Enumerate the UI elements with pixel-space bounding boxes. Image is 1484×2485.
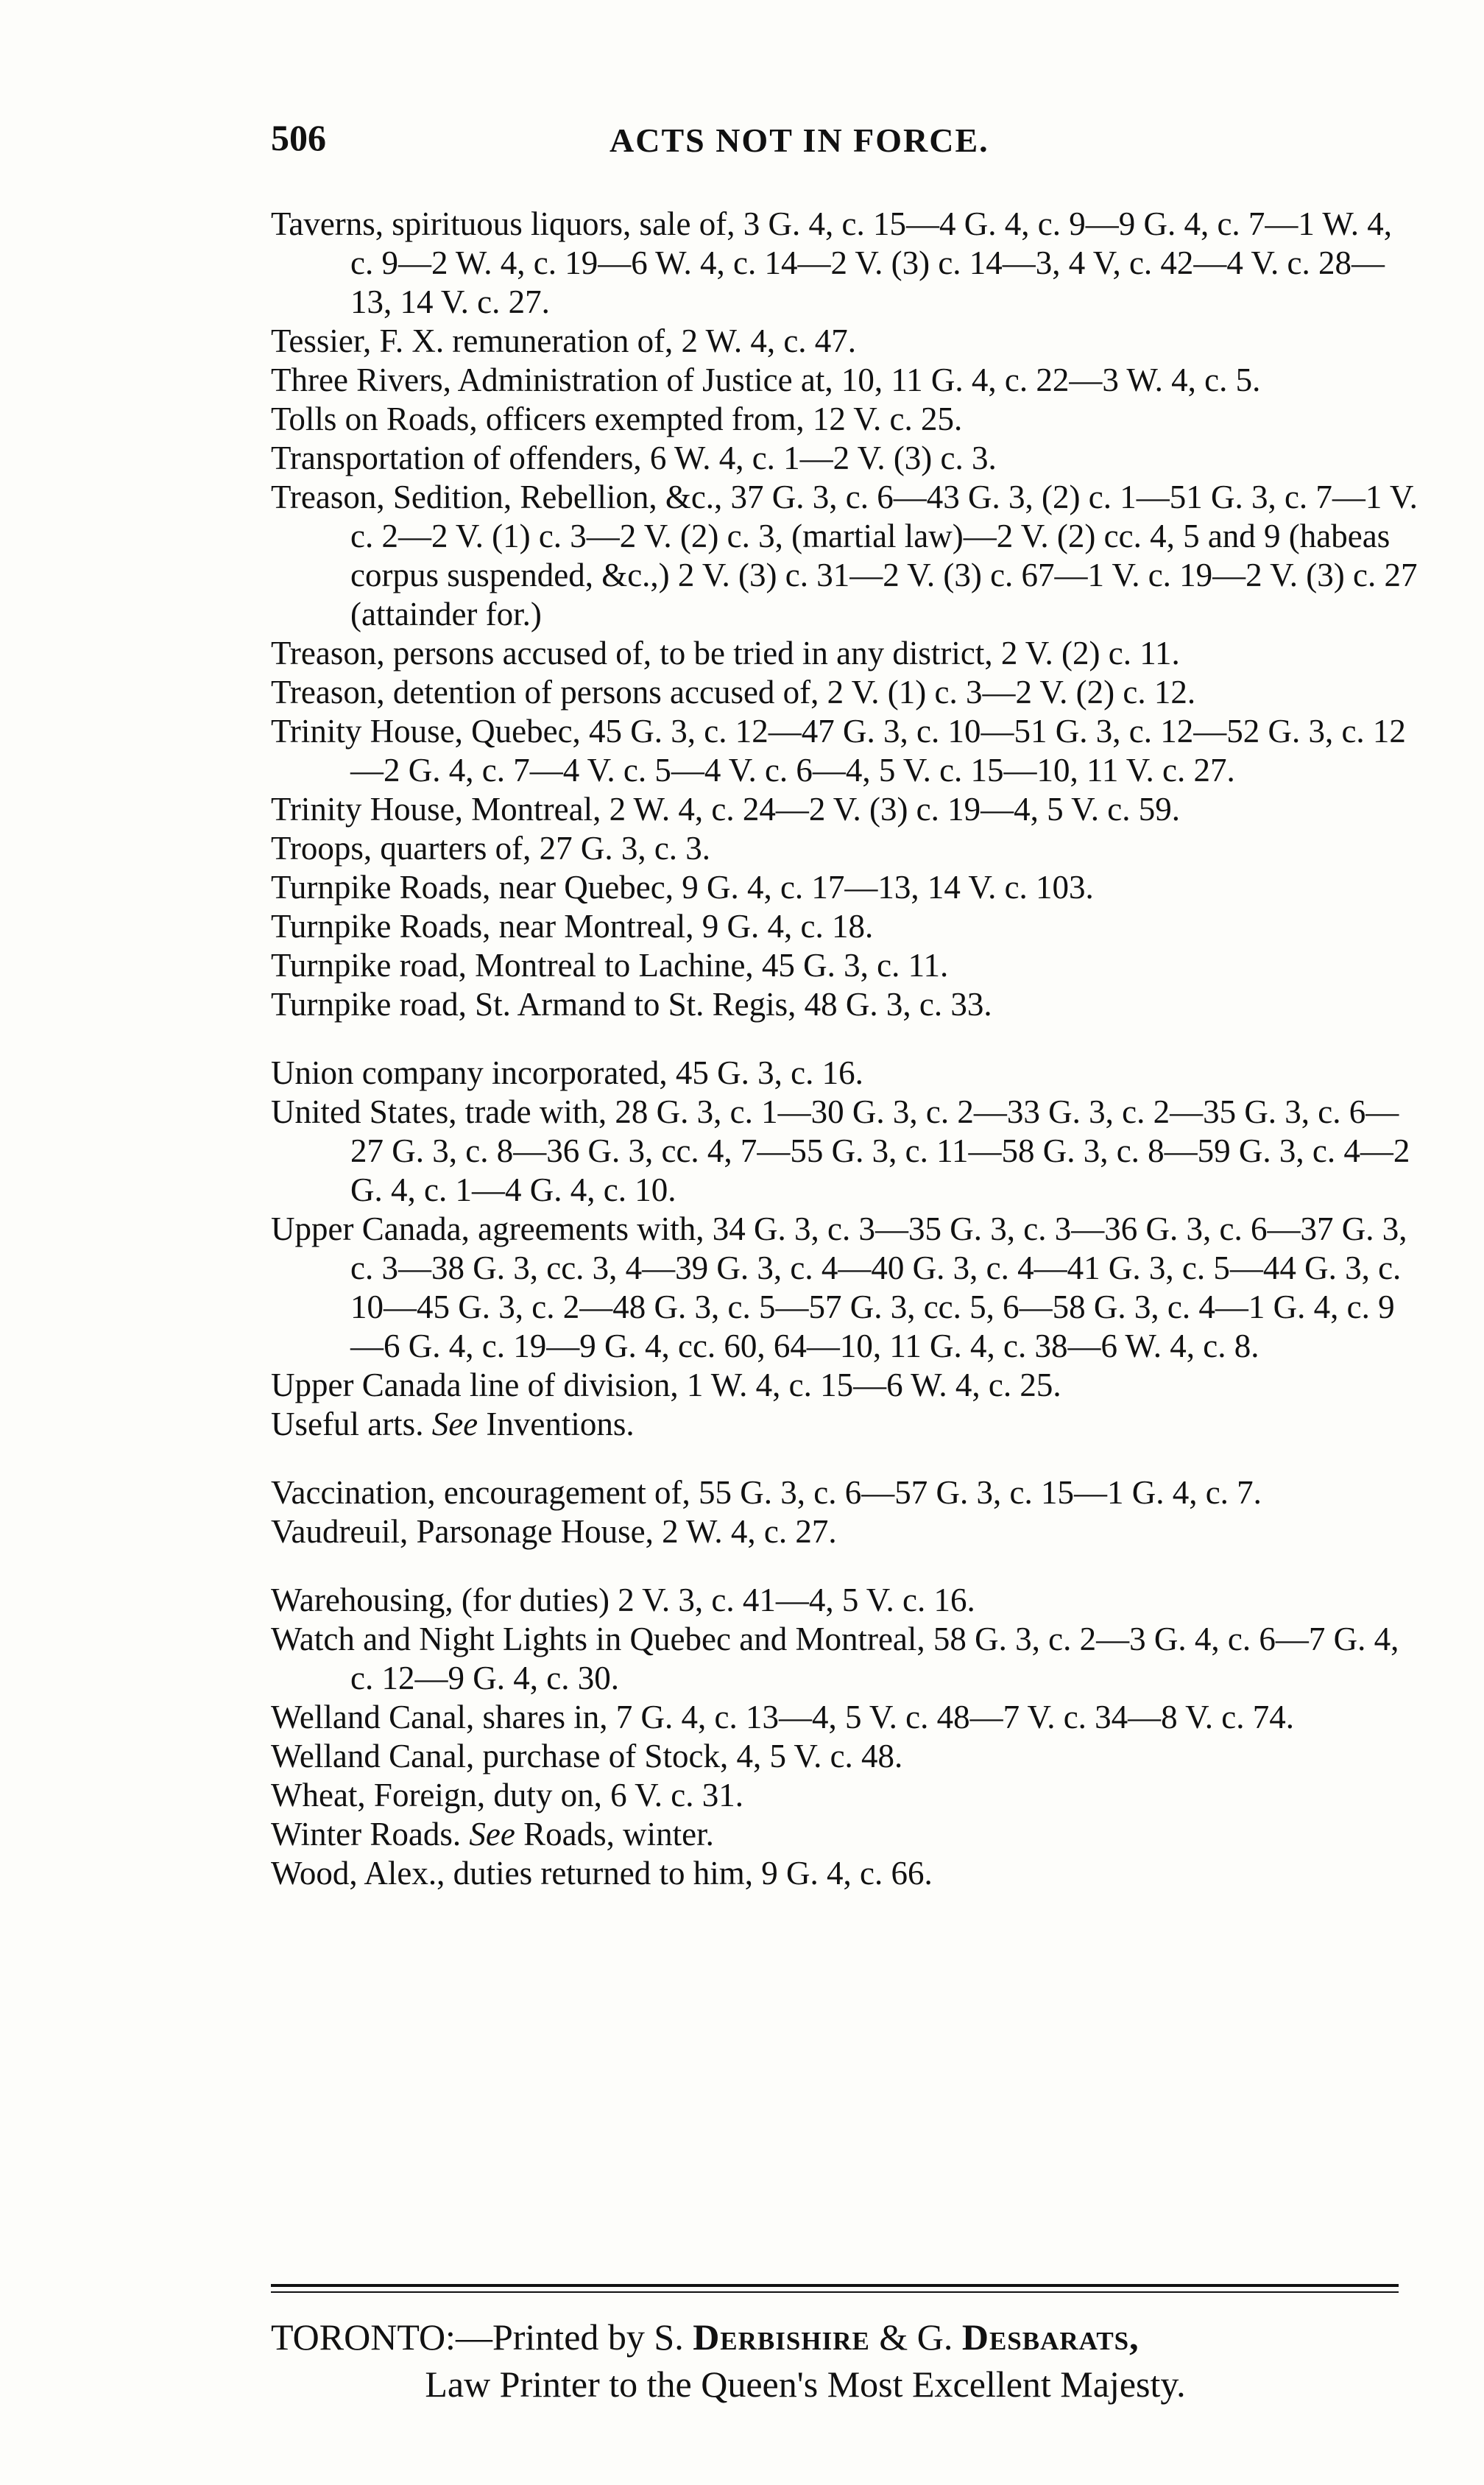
index-entry-winter-roads: [271, 1815, 1419, 1854]
index-entry-union-company: Union company incorporated, 45 G. 3, c. 16.: [271, 1054, 863, 1091]
double-rule: [271, 2284, 1399, 2297]
page-header: [271, 116, 1390, 168]
imprint-place: TORONTO:: [271, 2316, 456, 2358]
entry-main: Useful arts.: [271, 1406, 424, 1442]
printer-imprint: [271, 2313, 1399, 2408]
index-entry-tessier: Tessier, F. X. remuneration of, 2 W. 4, c. 47.: [271, 322, 857, 359]
see-reference: See: [431, 1406, 478, 1442]
letter-gap: [271, 1444, 1419, 1473]
index-entry-wood: Wood, Alex., duties returned to him, 9 G. 4, c. 66.: [271, 1855, 933, 1892]
index-list: [271, 205, 1419, 1893]
index-entry-united-states: United States, trade with, 28 G. 3, c. 1—30 G. 3, c. 2—33 G. 3, c. 2—35 G. 3, c. 6—27 G. 3, c. 8—36 G. 3, cc. 4, 7—55 G. 3, c. 11—58 G. 3, c. 8—59 G. 3, c. 4—2 G. 4, c. 1—4 G. 4, c. 10.: [271, 1093, 1410, 1208]
running-title: ACTS NOT IN FORCE.: [610, 121, 989, 159]
index-entry-warehousing: Warehousing, (for duties) 2 V. 3, c. 41—4, 5 V. c. 16.: [271, 1582, 975, 1618]
index-entry-upper-canada-line: Upper Canada line of division, 1 W. 4, c. 15—6 W. 4, c. 25.: [271, 1367, 1061, 1403]
cross-reference-target: Inventions.: [486, 1406, 635, 1442]
index-entry-tolls: Tolls on Roads, officers exempted from, 12 V. c. 25.: [271, 401, 963, 437]
printer-initial-2: G.: [916, 2316, 953, 2358]
index-entry-transportation: Transportation of offenders, 6 W. 4, c. 1—2 V. (3) c. 3.: [271, 440, 997, 476]
imprint-printed-by: —Printed by S.: [455, 2316, 684, 2358]
index-entry-taverns: Taverns, spirituous liquors, sale of, 3 G. 4, c. 15—4 G. 4, c. 9—9 G. 4, c. 7—1 W. 4, c. 9—2 W. 4, c. 19—6 W. 4, c. 14—2 V. (3) c. 14—3, 4 V, c. 42—4 V. c. 28—13, 14 V. c. 27.: [271, 205, 1392, 320]
index-entry-treason-sedition: Treason, Sedition, Rebellion, &c., 37 G. 3, c. 6—43 G. 3, (2) c. 1—51 G. 3, c. 7—1 V. c. 2—2 V. (1) c. 3—2 V. (2) c. 3, (martial law)—2 V. (2) cc. 4, 5 and 9 (habeas corpus suspended, &c.,) 2 V. (3) c. 31—2 V. (3) c. 67—1 V. c. 19—2 V. (3) c. 27 (attainder for.): [271, 479, 1418, 632]
index-entry-troops: Troops, quarters of, 27 G. 3, c. 3.: [271, 830, 711, 867]
index-entry-turnpike-lachine: Turnpike road, Montreal to Lachine, 45 G. 3, c. 11.: [271, 947, 949, 984]
see-reference: See: [469, 1816, 515, 1853]
index-entry-welland-shares: Welland Canal, shares in, 7 G. 4, c. 13—4, 5 V. c. 48—7 V. c. 34—8 V. c. 74.: [271, 1699, 1295, 1735]
divider-line: [271, 2284, 1399, 2287]
ampersand: &: [879, 2316, 908, 2358]
index-entry-three-rivers: Three Rivers, Administration of Justice at, 10, 11 G. 4, c. 22—3 W. 4, c. 5.: [271, 362, 1261, 398]
index-entry-turnpike-quebec: Turnpike Roads, near Quebec, 9 G. 4, c. 17—13, 14 V. c. 103.: [271, 869, 1094, 906]
index-entry-wheat: Wheat, Foreign, duty on, 6 V. c. 31.: [271, 1777, 744, 1813]
index-entry-trinity-quebec: Trinity House, Quebec, 45 G. 3, c. 12—47 G. 3, c. 10—51 G. 3, c. 12—52 G. 3, c. 12—2 G. 4, c. 7—4 V. c. 5—4 V. c. 6—4, 5 V. c. 15—10, 11 V. c. 27.: [271, 713, 1406, 789]
cross-reference-target: Roads, winter.: [523, 1816, 714, 1853]
index-entry-trinity-montreal: Trinity House, Montreal, 2 W. 4, c. 24—2 V. (3) c. 19—4, 5 V. c. 59.: [271, 791, 1181, 828]
printer-name-2: Desbarats,: [961, 2316, 1140, 2358]
imprint-line-1: [271, 2313, 1399, 2361]
index-entry-treason-tried: Treason, persons accused of, to be tried in any district, 2 V. (2) c. 11.: [271, 635, 1180, 672]
index-entry-turnpike-montreal: Turnpike Roads, near Montreal, 9 G. 4, c. 18.: [271, 908, 874, 945]
index-entry-treason-detention: Treason, detention of persons accused of, 2 V. (1) c. 3—2 V. (2) c. 12.: [271, 674, 1196, 711]
index-entry-useful-arts: [271, 1405, 1419, 1444]
page-number: 506: [271, 117, 326, 158]
index-entry-vaudreuil: Vaudreuil, Parsonage House, 2 W. 4, c. 27.: [271, 1513, 837, 1550]
index-entry-welland-stock: Welland Canal, purchase of Stock, 4, 5 V. c. 48.: [271, 1738, 903, 1774]
index-entry-vaccination: Vaccination, encouragement of, 55 G. 3, c. 6—57 G. 3, c. 15—1 G. 4, c. 7.: [271, 1474, 1262, 1511]
index-entry-upper-canada-agreements: Upper Canada, agreements with, 34 G. 3, c. 3—35 G. 3, c. 3—36 G. 3, c. 6—37 G. 3, c. 3—38 G. 3, cc. 3, 4—39 G. 3, c. 4—40 G. 3, c. 4—41 G. 3, c. 5—44 G. 3, c. 10—45 G. 3, c. 2—48 G. 3, c. 5—57 G. 3, cc. 5, 6—58 G. 3, c. 4—1 G. 4, c. 9—6 G. 4, c. 19—9 G. 4, cc. 60, 64—10, 11 G. 4, c. 38—6 W. 4, c. 8.: [271, 1210, 1407, 1364]
index-entry-watch-night-lights: Watch and Night Lights in Quebec and Montreal, 58 G. 3, c. 2—3 G. 4, c. 6—7 G. 4, c. 12—9 G. 4, c. 30.: [271, 1621, 1399, 1696]
divider-line: [271, 2291, 1399, 2293]
entry-main: Winter Roads.: [271, 1816, 462, 1853]
letter-gap: [271, 1024, 1419, 1054]
imprint-line-2: Law Printer to the Queen's Most Excellent Majesty.: [425, 2364, 1186, 2405]
letter-gap: [271, 1551, 1419, 1581]
printer-name-1: Derbishire: [693, 2316, 870, 2358]
index-entry-turnpike-st-armand: Turnpike road, St. Armand to St. Regis, 48 G. 3, c. 33.: [271, 986, 992, 1023]
